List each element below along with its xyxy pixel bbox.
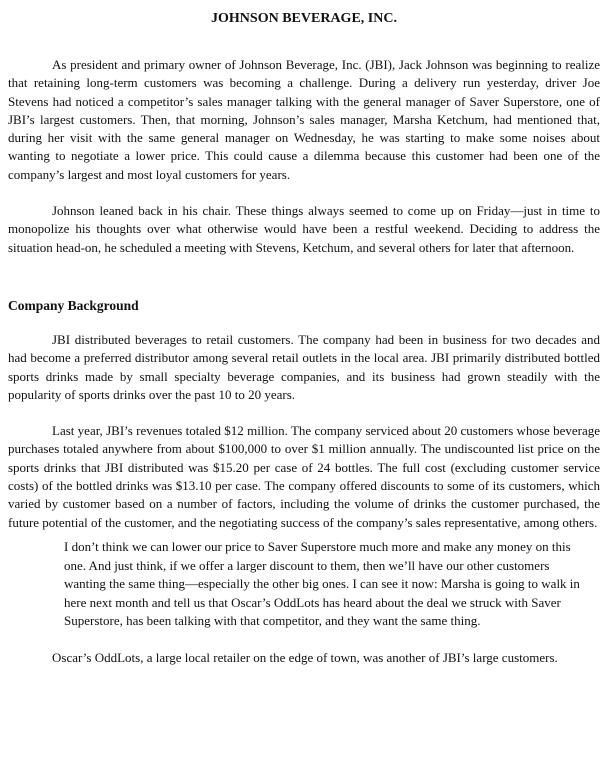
paragraph-company-overview: JBI distributed beverages to retail customers. The company had been in business for two decades and had become a preferred distributor among several retail outlets in the local area. JBI primarily distributed bottled sports drinks made by small specialty beverage companies, and its business had grown steadily with the popularity of sports drinks over the past 10 to 20 years. xyxy=(8,331,600,402)
paragraph-revenues: Last year, JBI’s revenues totaled $12 million. The company serviced about 20 customers whose beverage purchases totaled anywhere from about $100,000 to over $1 million annually. The undiscounted list price on the sports drinks that JBI distributed was $15.20 per case of 24 bottles. The full cost (excluding customer service costs) of the bottled drinks was $13.10 per case. The company offered discounts to some of its customers, which varied by customer based on a number of factors, including the volume of drinks the customer purchased, the future potential of the customer, and the negotiating success of the company’s sales representative, among others. xyxy=(8,423,600,530)
document xyxy=(8,10,600,667)
document-title: JOHNSON BEVERAGE, INC. xyxy=(211,11,397,26)
paragraph-oscars-oddlots: Oscar’s OddLots, a large local retailer on the edge of town, was another of JBI’s large customers. xyxy=(52,649,558,665)
paragraph-intro: As president and primary owner of Johnson Beverage, Inc. (JBI), Jack Johnson was beginning to realize that retaining long-term customers was becoming a challenge. During a delivery run yesterday, driver Joe Stevens had noticed a competitor’s sales manager talking with the general manager of Saver Superstore, one of JBI’s largest customers. Then, that morning, Johnson’s sales manager, Marsha Ketchum, had mentioned that, during her visit with the same general manager on Wednesday, he was starting to make some noises about wanting to negotiate a lower price. This could cause a dilemma because this customer had been one of the company’s largest and most loyal customers for years. xyxy=(8,57,600,182)
block-quote: I don’t think we can lower our price to Saver Superstore much more and make any money on this one. And just think, if we offer a larger discount to them, then we’ll have our other customers wanting the same thing—especially the other big ones. I can see it now: Marsha is going to walk in here next month and tell us that Oscar’s OddLots has heard about the deal we struck with Saver Superstore, has been talking with that competitor, and they want the same thing. xyxy=(64,538,580,629)
section-heading-company-background: Company Background xyxy=(8,297,139,313)
paragraph-friday: Johnson leaned back in his chair. These things always seemed to come up on Friday—just in time to monopolize his thoughts over what otherwise would have been a restful weekend. Deciding to address the situation head-on, he scheduled a meeting with Stevens, Ketchum, and several others for later that afternoon. xyxy=(8,203,600,255)
